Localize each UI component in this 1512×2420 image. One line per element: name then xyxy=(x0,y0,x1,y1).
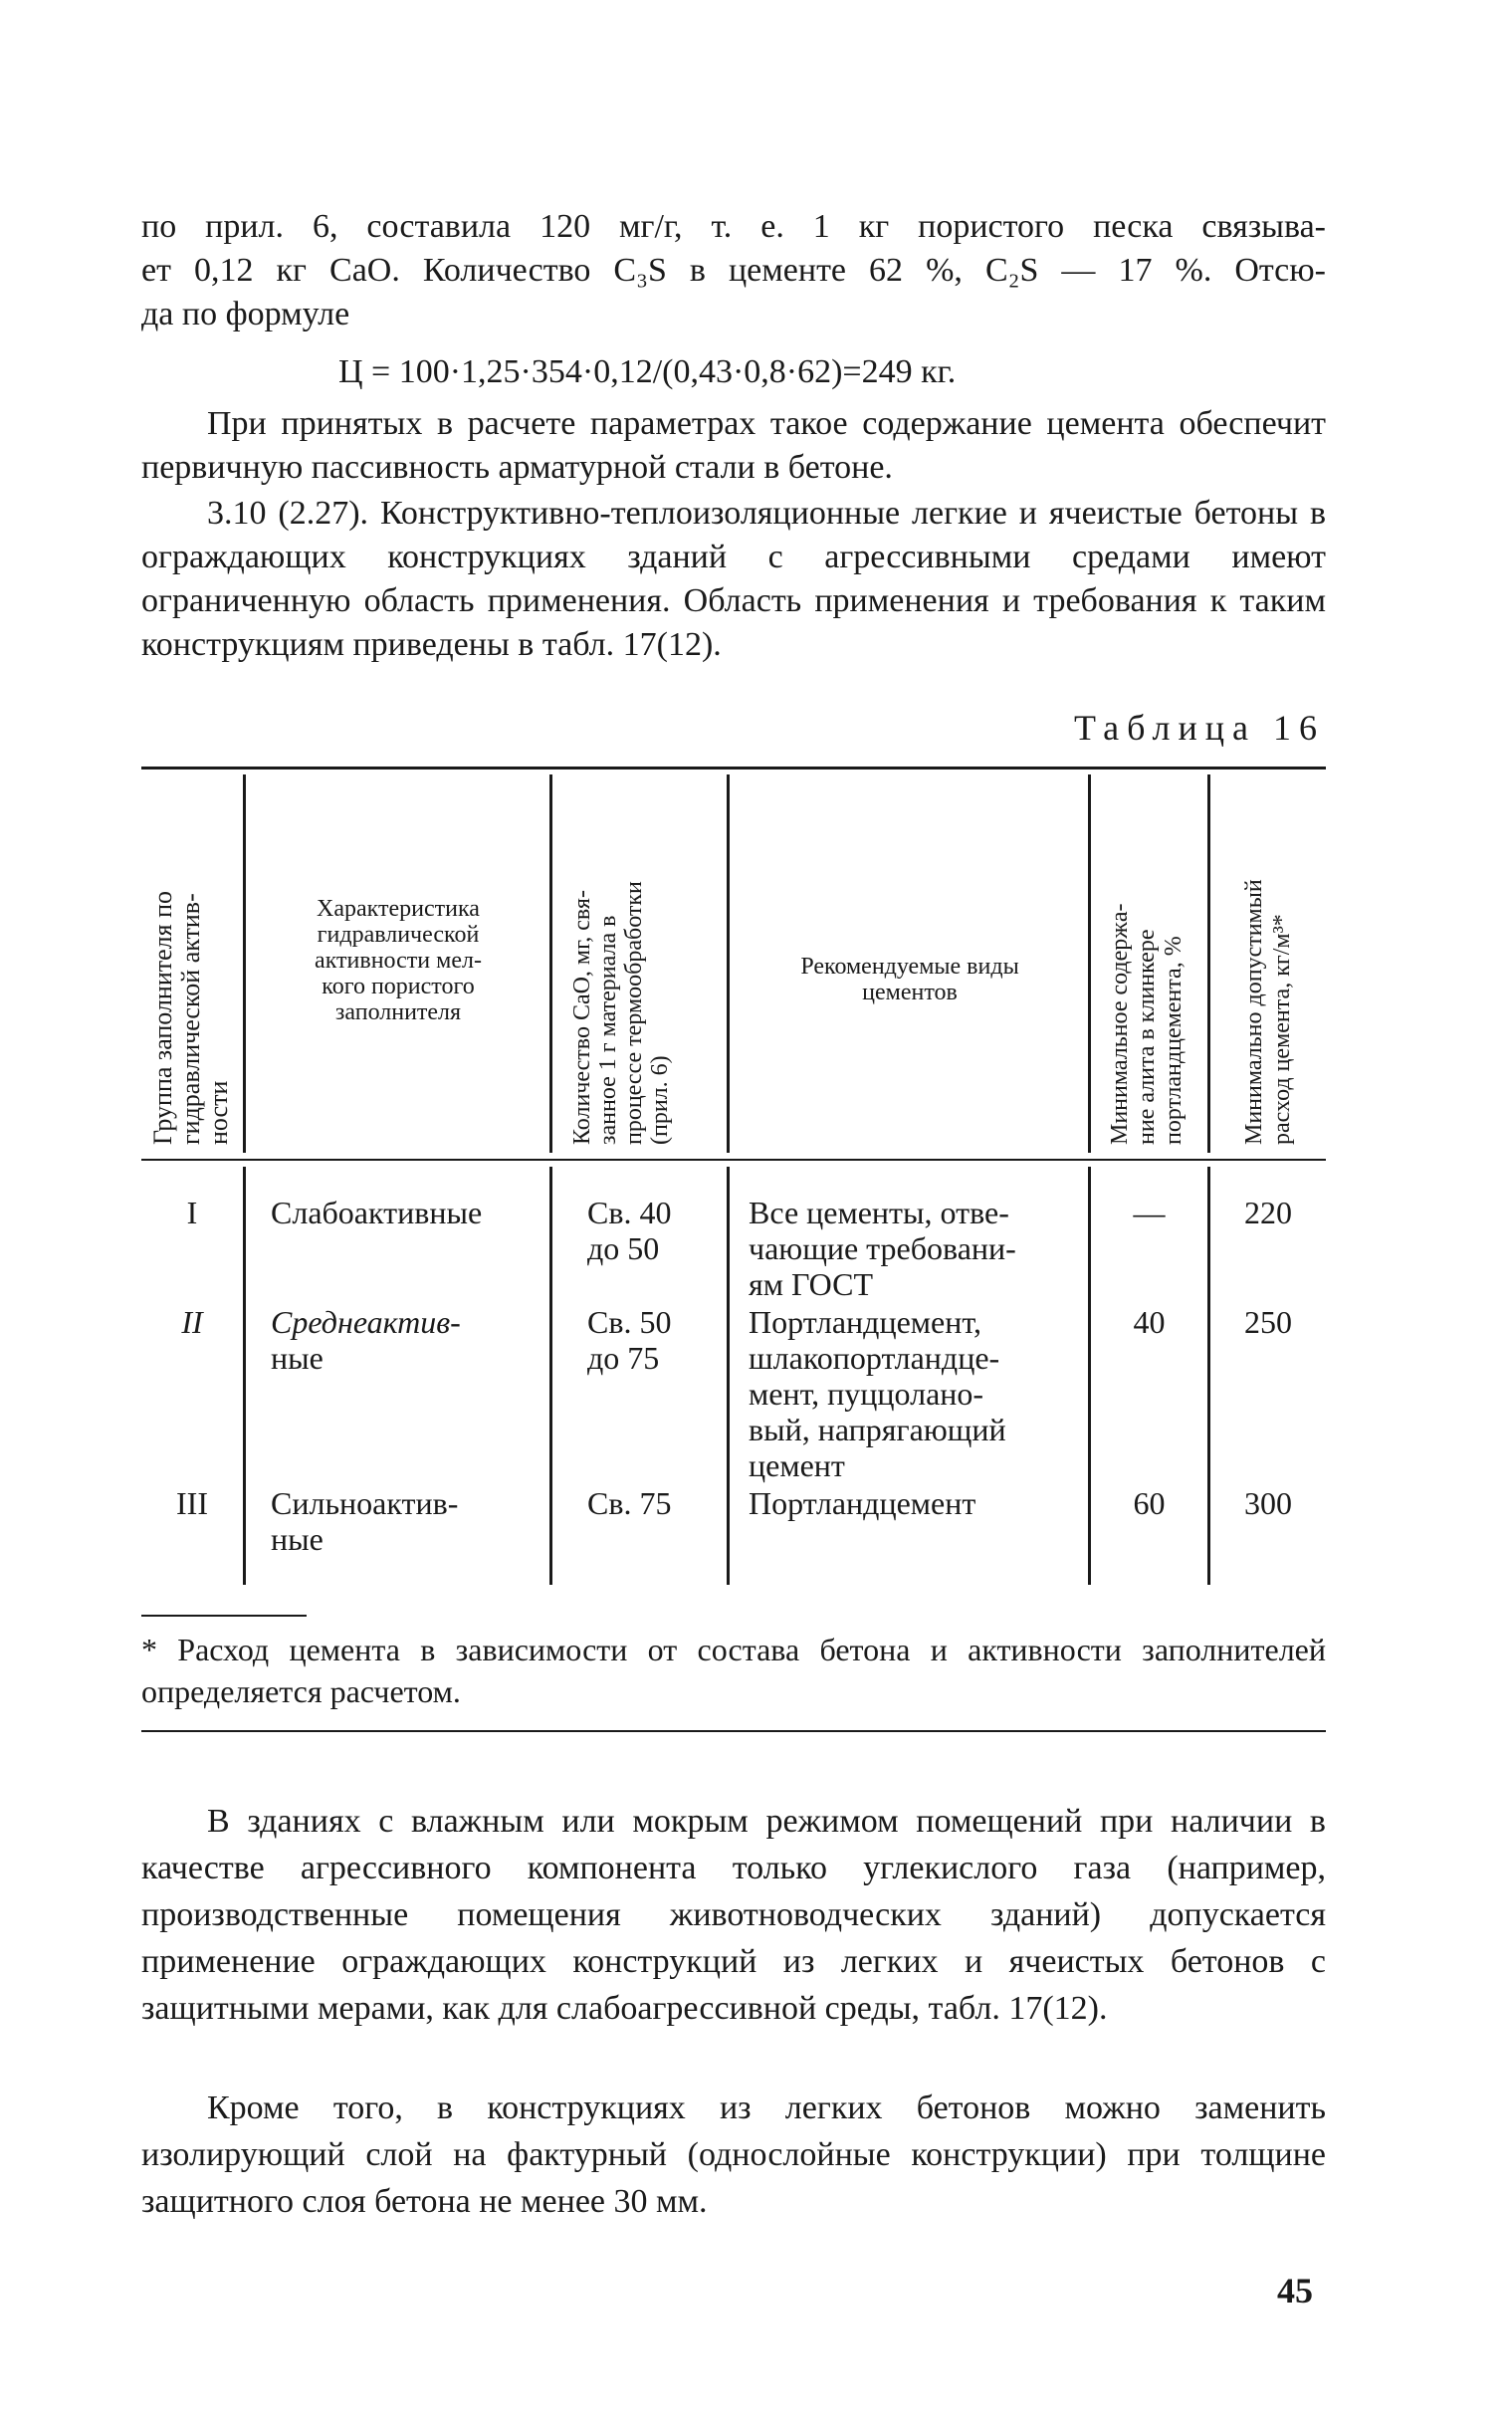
cell-cements: Портландцемент, шлакопортландце- мент, пуццолано- вый, напрягающий цемент xyxy=(749,1304,1006,1483)
table-col-line xyxy=(727,1167,730,1585)
table-header-rule xyxy=(141,1159,1326,1161)
cell-cements: Все цементы, отве- чающие требовани- ям ГОСТ xyxy=(749,1195,1016,1302)
top-paragraph-line-1: по прил. 6, составила 120 мг/г, т. е. 1 кг пористого песка связыва- xyxy=(141,208,1326,245)
cell-characteristic: Среднеактив- ные xyxy=(271,1304,461,1376)
top-paragraph-line-3: да по формуле xyxy=(141,296,350,332)
cell-group: I xyxy=(186,1195,198,1230)
table-top-rule xyxy=(141,767,1326,770)
cell-characteristic: Слабоактивные xyxy=(271,1195,483,1230)
header-cements: Рекомендуемые виды цементов xyxy=(800,954,1019,1005)
cell-consumption: 220 xyxy=(1244,1195,1292,1230)
footnote: * Расход цемента в зависимости от состава бетона и активности заполнителей определяется расчетом. xyxy=(141,1632,1326,1709)
table-col-line xyxy=(1088,774,1091,1153)
cell-cao: Св. 75 xyxy=(587,1485,672,1521)
table-caption: Таблица 16 xyxy=(1074,708,1325,748)
footnote-bottom-rule xyxy=(141,1730,1326,1732)
top-paragraph xyxy=(141,205,1326,336)
cell-alite: — xyxy=(1133,1195,1166,1230)
cell-cements: Портландцемент xyxy=(749,1485,976,1521)
table-col-line xyxy=(727,774,730,1153)
table-col-line xyxy=(243,1167,246,1585)
top-paragraph-line-2: ет 0,12 кг CaO. Количество C₃S в цементе 62 %, C₂S — 17 %. Отсю- xyxy=(141,252,1326,289)
cell-characteristic: Сильноактив- ные xyxy=(271,1485,459,1557)
header-cao: Количество CaO, мг, свя- занное 1 г материала в процессе термообработки (прил. 6) xyxy=(569,881,673,1145)
paragraph-4: В зданиях с влажным или мокрым режимом помещений при наличии в качестве агрессивного компонента только углекислого газа (например, производственные помещения животноводческих зданий) допускается применение ограждающих конструкций из легких и ячеистых бетонов с защитными мерами, как для слабоагрессивной среды, табл. 17(12). xyxy=(141,1803,1326,2027)
footnote-rule xyxy=(141,1615,307,1617)
paragraph-2: При принятых в расчете параметрах такое содержание цемента обеспечит первичную пассивность арматурной стали в бетоне. xyxy=(141,405,1326,486)
cell-consumption: 300 xyxy=(1244,1485,1292,1521)
cell-group: II xyxy=(181,1304,203,1340)
header-consumption: Минимально допустимый расход цемента, кг/м³* xyxy=(1241,879,1295,1145)
table-col-line xyxy=(243,774,246,1153)
paragraph-3: 3.10 (2.27). Конструктивно-теплоизоляционные легкие и ячеистые бетоны в ограждающих конструкциях зданий с агрессивными средами имеют ограниченную область применения. Область применения и требования к таким конструкциям приведены в табл. 17(12). xyxy=(141,495,1326,663)
cell-group: III xyxy=(176,1485,208,1521)
header-characteristic: Характеристика гидравлической активности мел- кого пористого заполнителя xyxy=(315,896,482,1025)
header-group: Группа заполнителя по гидравлической актив- ности xyxy=(148,890,233,1145)
cell-alite: 60 xyxy=(1133,1485,1166,1521)
cell-cao: Св. 50 до 75 xyxy=(587,1304,672,1376)
page-number: 45 xyxy=(1277,2271,1313,2310)
table-col-line xyxy=(549,1167,552,1585)
paragraph-5: Кроме того, в конструкциях из легких бетонов можно заменить изолирующий слой на фактурный (однослойные конструкции) при толщине защитного слоя бетона не менее 30 мм. xyxy=(141,2090,1326,2220)
formula: Ц = 100·1,25·354·0,12/(0,43·0,8·62)=249 кг. xyxy=(338,353,957,390)
header-alite: Минимальное содержа- ние алита в клинкере портландцемента, % xyxy=(1107,903,1187,1145)
table-col-line xyxy=(1207,774,1210,1153)
cell-consumption: 250 xyxy=(1244,1304,1292,1340)
cell-cao: Св. 40 до 50 xyxy=(587,1195,672,1266)
cell-alite: 40 xyxy=(1133,1304,1166,1340)
table-col-line xyxy=(549,774,552,1153)
